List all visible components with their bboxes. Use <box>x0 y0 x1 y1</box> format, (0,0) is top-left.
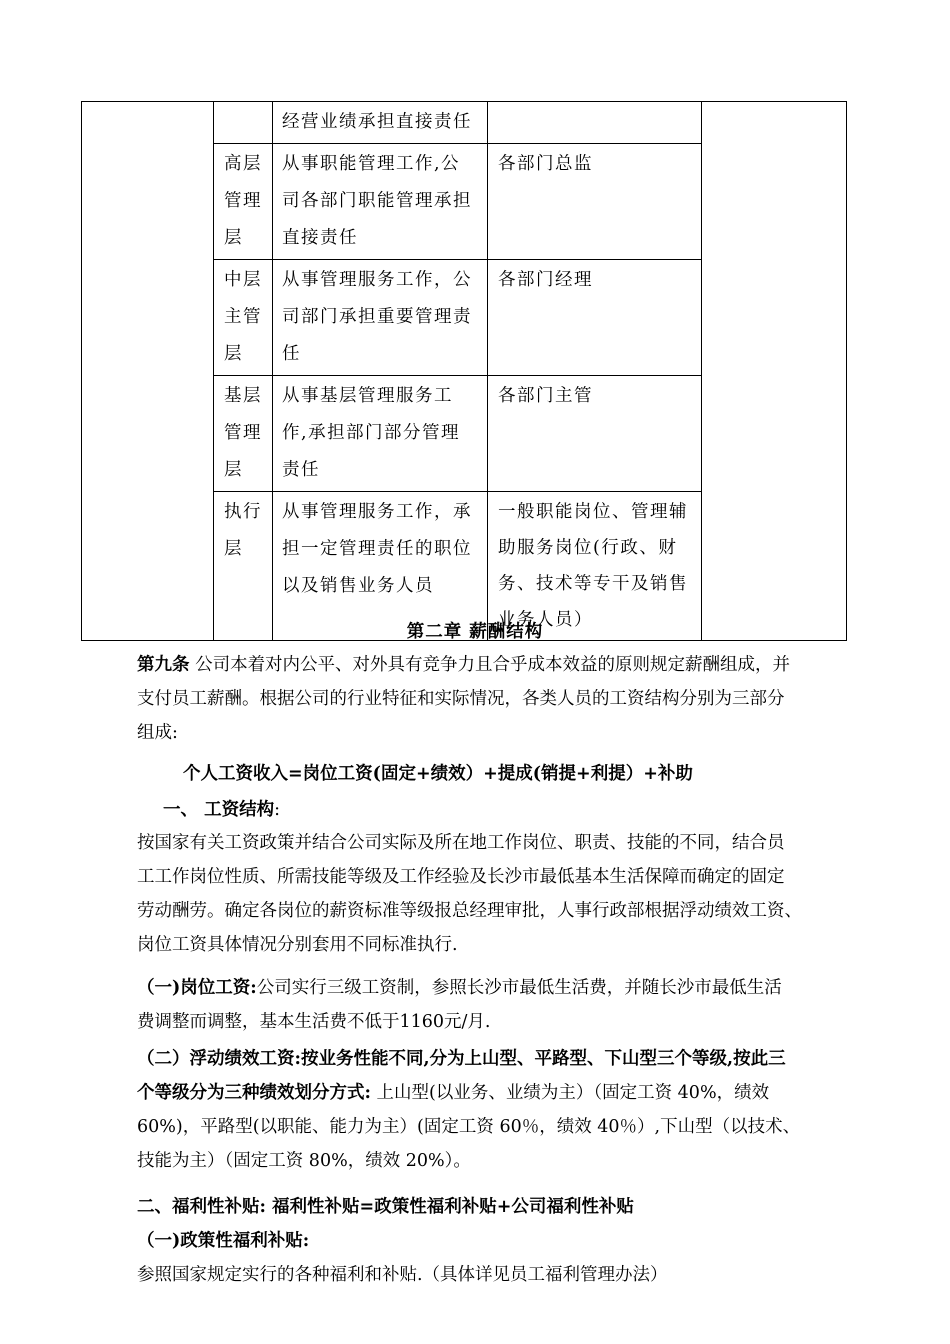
description-cell-line: 以及销售业务人员 <box>282 576 434 596</box>
level-cell-line: 层 <box>224 460 243 480</box>
department-cell-line: 一般职能岗位、管理辅 <box>498 502 688 522</box>
post-salary-paragraph: （一)岗位工资:公司实行三级工资制，参照长沙市最低生活费，并随长沙市最低生活 费调整而调整，基本生活费不低于1160元/月. <box>137 978 782 1032</box>
description-cell-line: 任 <box>282 344 301 364</box>
performance-label: （二）浮动绩效工资: <box>137 1049 301 1069</box>
description-cell-line: 责任 <box>282 460 320 480</box>
level-cell-line: 中层 <box>224 270 262 290</box>
department-cell <box>488 376 702 492</box>
level-cell-line: 层 <box>224 344 243 364</box>
level-cell-line: 管理 <box>224 423 262 443</box>
description-cell-line: 从事基层管理服务工 <box>282 386 453 406</box>
level-cell-line: 主管 <box>224 307 262 327</box>
department-cell-line: 务、技术等专干及销售 <box>498 574 688 594</box>
note-cell <box>702 102 847 641</box>
department-cell <box>488 260 702 376</box>
description-cell-line: 担一定管理责任的职位 <box>282 539 472 559</box>
position-level-table <box>81 101 847 641</box>
description-cell <box>273 260 488 376</box>
article-label: 第九条 <box>137 655 190 675</box>
level-cell-line: 基层 <box>224 386 262 406</box>
department-cell-line: 各部门经理 <box>498 270 593 290</box>
description-cell-line: 直接责任 <box>282 228 358 248</box>
level-cell <box>214 102 273 144</box>
level-cell <box>214 144 273 260</box>
level-cell-line: 层 <box>224 539 243 559</box>
performance-salary-paragraph: （二）浮动绩效工资:按业务性能不同,分为上山型、平路型、下山型三个等级,按此三 个等级分为三种绩效划分方式: 上山型(以业务、业绩为主）（固定工资 40%，绩效 60%)，平路型(以职能、能力为主）(固定工资 60％，绩效 40％）,下山型（以技术、 技能为主）（固定工资 80%，绩效 20%）。 <box>137 1049 801 1171</box>
salary-formula: 个人工资收入=岗位工资(固定+绩效）+提成(销提+利提）+补助 <box>183 764 693 784</box>
description-cell <box>273 376 488 492</box>
description-cell-line: 司各部门职能管理承担 <box>282 191 472 211</box>
description-cell-line: 从事管理服务工作，公 <box>282 270 472 290</box>
level-cell-line: 层 <box>224 228 243 248</box>
department-cell <box>488 144 702 260</box>
level-cell-line: 高层 <box>224 154 262 174</box>
section-1-heading: 一、 工资结构: <box>163 800 280 820</box>
description-cell-line: 从事职能管理工作,公 <box>282 154 461 174</box>
description-cell-line: 作,承担部门部分管理 <box>282 423 461 443</box>
section-1-paragraph: 按国家有关工资政策并结合公司实际及所在地工作岗位、职责、技能的不同，结合员 工工作岗位性质、所需技能等级及工作经验及长沙市最低基本生活保障而确定的固定 劳动酬劳。确定各岗位的薪资标准等级报总经理审批，人事行政部根据浮动绩效工资、 岗位工资具体情况分别套用不同标准执行. <box>137 833 802 955</box>
article-text-3: 组成: <box>137 723 178 743</box>
description-cell <box>273 102 488 144</box>
post-salary-label: （一)岗位工资: <box>137 978 257 998</box>
level-cell <box>214 376 273 492</box>
section-2 <box>137 1190 861 1292</box>
article-text-2: 支付员工薪酬。根据公司的行业特征和实际情况，各类人员的工资结构分别为三部分 <box>137 689 785 709</box>
level-cell <box>214 260 273 376</box>
section-2-heading: 二、福利性补贴: 福利性补贴=政策性福利补贴+公司福利性补贴 <box>137 1197 634 1217</box>
article-text-1: 公司本着对内公平、对外具有竞争力且合乎成本效益的原则规定薪酬组成，并 <box>189 655 791 675</box>
description-cell <box>273 144 488 260</box>
description-cell-line: 经营业绩承担直接责任 <box>282 112 472 132</box>
description-cell-line: 司部门承担重要管理责 <box>282 307 472 327</box>
department-cell-line: 助服务岗位(行政、财 <box>498 538 678 558</box>
department-cell-line: 各部门总监 <box>498 154 593 174</box>
level-cell-line: 管理 <box>224 191 262 211</box>
table-row <box>82 102 847 144</box>
department-cell-line: 业务人员） <box>498 610 593 630</box>
policy-welfare-heading: （一)政策性福利补贴: <box>137 1231 310 1251</box>
policy-welfare-text: 参照国家规定实行的各种福利和补贴.（具体详见员工福利管理办法） <box>137 1265 668 1285</box>
category-cell <box>82 102 214 641</box>
department-cell-line: 各部门主管 <box>498 386 593 406</box>
article-9 <box>137 648 861 750</box>
chapter-title: 第二章 薪酬结构 <box>406 622 544 642</box>
description-cell-line: 从事管理服务工作，承 <box>282 502 472 522</box>
level-cell-line: 执行 <box>224 502 262 522</box>
department-cell <box>488 102 702 144</box>
